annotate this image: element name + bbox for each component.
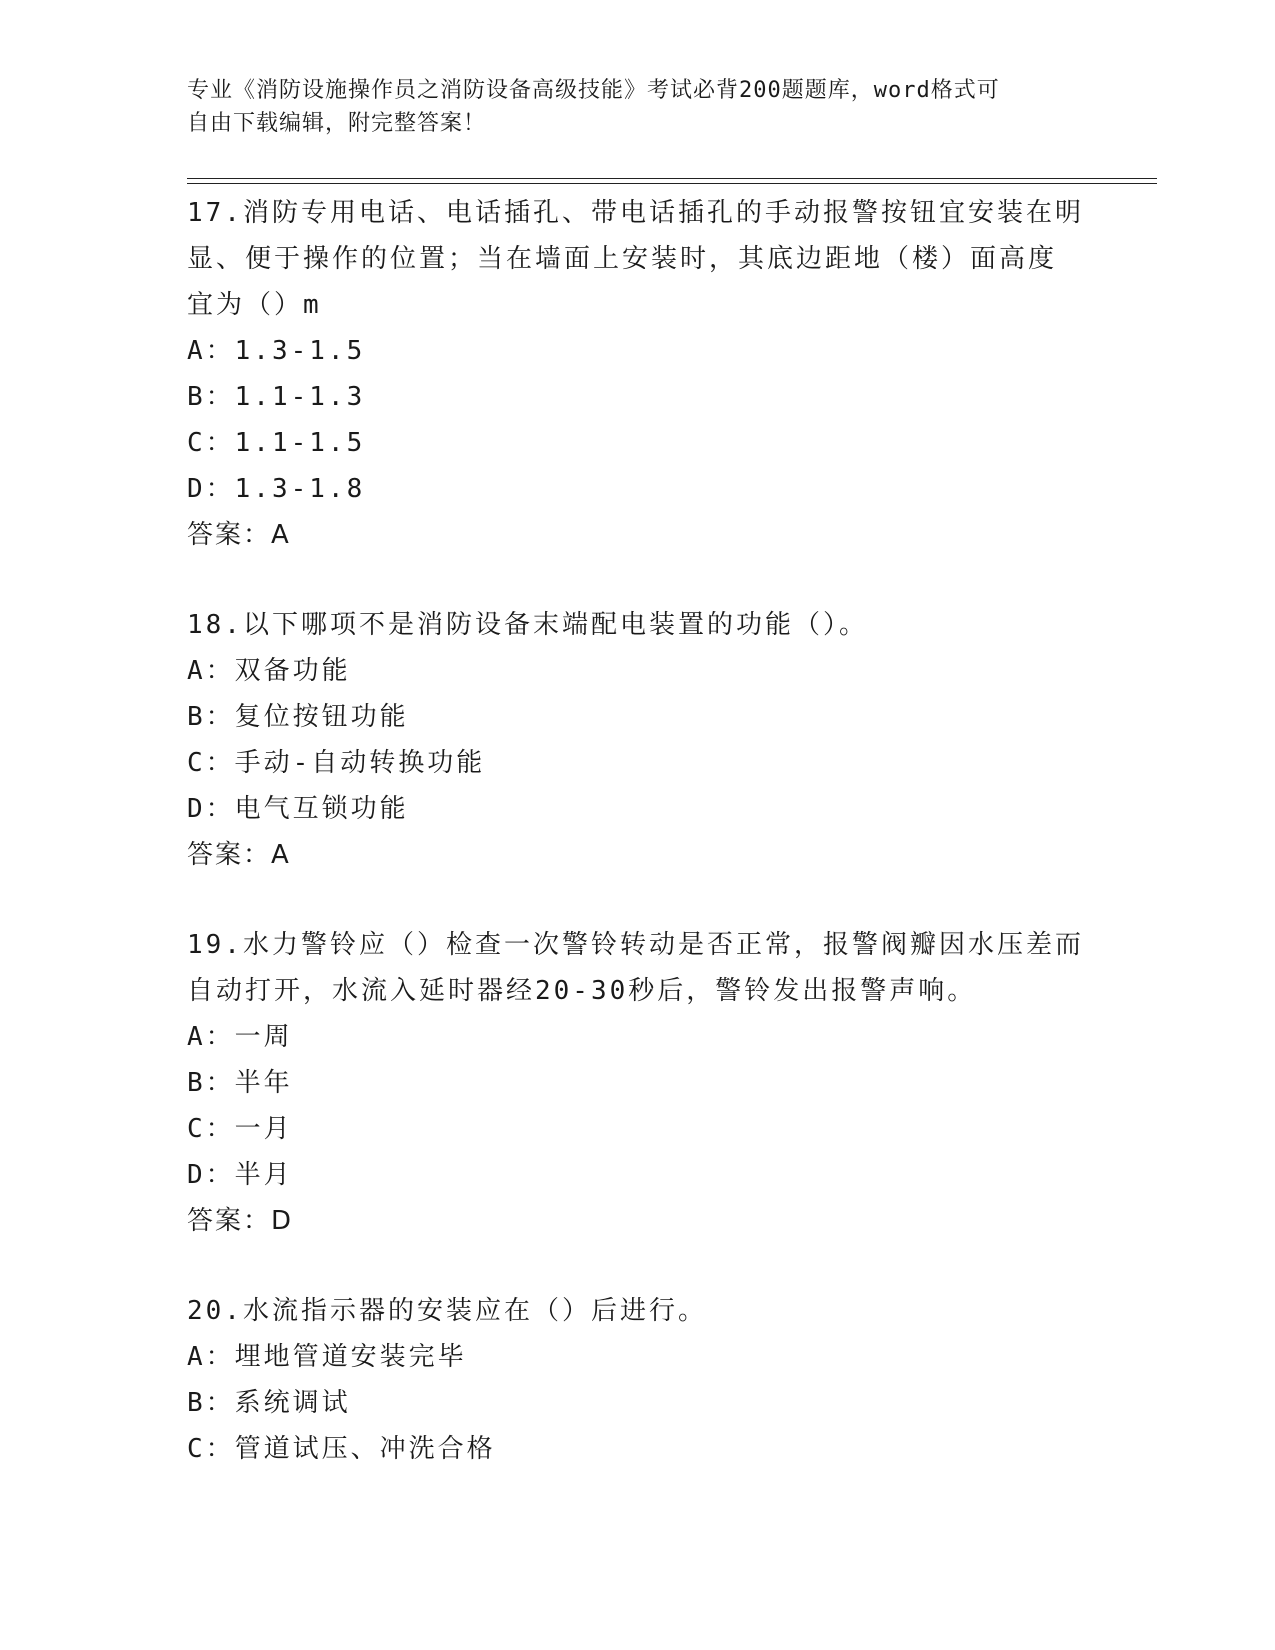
header-line-2: 自由下载编辑，附完整答案！ — [187, 111, 487, 136]
answer: 答案：A — [187, 840, 291, 870]
option-c: C：1.1-1.5 — [187, 428, 366, 458]
option-a: A：埋地管道安装完毕 — [187, 1342, 467, 1372]
option-b: B：复位按钮功能 — [187, 702, 409, 732]
question-text: 自动打开，水流入延时器经20-30秒后，警铃发出报警声响。 — [187, 976, 977, 1006]
option-d: D：1.3-1.8 — [187, 474, 366, 504]
option-d: D：电气互锁功能 — [187, 794, 409, 824]
question-17 — [187, 190, 1087, 558]
question-text: 显、便于操作的位置；当在墙面上安装时，其底边距地（楼）面高度 — [187, 244, 1058, 274]
question-20 — [187, 1288, 1087, 1472]
option-c: C：手动-自动转换功能 — [187, 748, 486, 778]
option-b: B：半年 — [187, 1068, 293, 1098]
question-text: 17.消防专用电话、电话插孔、带电话插孔的手动报警按钮宜安装在明 — [187, 198, 1084, 228]
answer: 答案：D — [187, 1206, 294, 1236]
option-b: B：1.1-1.3 — [187, 382, 366, 412]
option-c: C：一月 — [187, 1114, 293, 1144]
question-18 — [187, 602, 1087, 878]
header-divider-bottom — [187, 183, 1157, 184]
question-text: 19.水力警铃应（）检查一次警铃转动是否正常，报警阀瓣因水压差而 — [187, 930, 1084, 960]
question-text: 18.以下哪项不是消防设备末端配电装置的功能（）。 — [187, 610, 868, 640]
option-a: A：1.3-1.5 — [187, 336, 366, 366]
question-list — [187, 190, 1087, 1516]
question-text: 宜为（）m — [187, 290, 322, 320]
header-divider-top — [187, 178, 1157, 179]
option-d: D：半月 — [187, 1160, 293, 1190]
document-header — [187, 74, 1067, 140]
option-a: A：双备功能 — [187, 656, 351, 686]
option-b: B：系统调试 — [187, 1388, 351, 1418]
question-text: 20.水流指示器的安装应在（）后进行。 — [187, 1296, 707, 1326]
header-line-1: 专业《消防设施操作员之消防设备高级技能》考试必背200题题库，word格式可 — [187, 78, 1000, 103]
answer: 答案：A — [187, 520, 291, 550]
option-a: A：一周 — [187, 1022, 293, 1052]
question-19 — [187, 922, 1087, 1244]
option-c: C：管道试压、冲洗合格 — [187, 1434, 496, 1464]
